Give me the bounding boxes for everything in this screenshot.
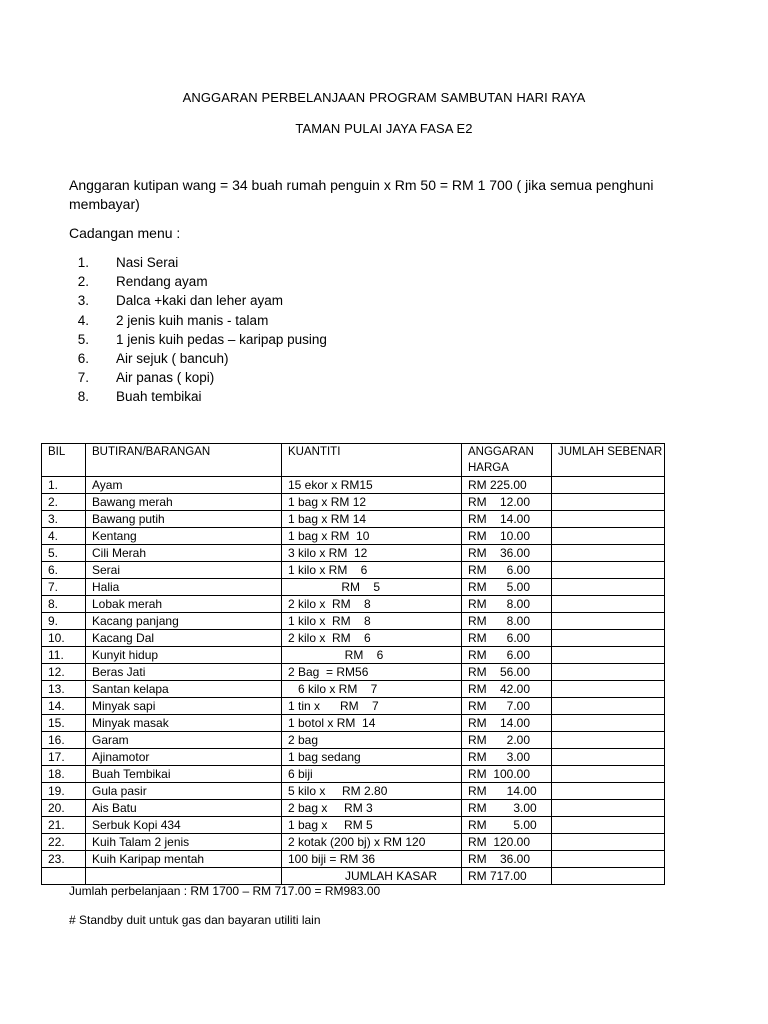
header-quantity: KUANTITI bbox=[282, 444, 462, 477]
row-number-cell: 12. bbox=[42, 664, 86, 681]
table-row bbox=[42, 596, 665, 613]
actual-total-cell bbox=[552, 834, 665, 851]
menu-item-number: 4. bbox=[77, 312, 89, 328]
estimated-price-cell: RM 100.00 bbox=[462, 766, 552, 783]
total-value: RM 717.00 bbox=[462, 868, 552, 885]
actual-total-cell bbox=[552, 579, 665, 596]
estimated-price-cell: RM 5.00 bbox=[462, 817, 552, 834]
item-cell: Cili Merah bbox=[86, 545, 282, 562]
row-number-cell: 1. bbox=[42, 477, 86, 494]
actual-total-cell bbox=[552, 630, 665, 647]
table-row bbox=[42, 545, 665, 562]
row-number-cell: 18. bbox=[42, 766, 86, 783]
estimated-price-cell: RM 12.00 bbox=[462, 494, 552, 511]
menu-item-number: 3. bbox=[77, 293, 89, 309]
header-item: BUTIRAN/BARANGAN bbox=[86, 444, 282, 477]
menu-item-label: Dalca +kaki dan leher ayam bbox=[116, 293, 283, 309]
row-number-cell: 14. bbox=[42, 698, 86, 715]
table-row bbox=[42, 528, 665, 545]
actual-total-cell bbox=[552, 494, 665, 511]
menu-list bbox=[69, 253, 327, 407]
estimated-price-cell: RM 14.00 bbox=[462, 715, 552, 732]
table-row bbox=[42, 783, 665, 800]
estimated-price-cell: RM 2.00 bbox=[462, 732, 552, 749]
row-number-cell: 20. bbox=[42, 800, 86, 817]
estimated-price-cell: RM 10.00 bbox=[462, 528, 552, 545]
estimated-price-cell: RM 5.00 bbox=[462, 579, 552, 596]
actual-total-cell bbox=[552, 647, 665, 664]
quantity-cell: 1 kilo x RM 6 bbox=[282, 562, 462, 579]
estimated-price-cell: RM 6.00 bbox=[462, 562, 552, 579]
quantity-cell: RM 6 bbox=[282, 647, 462, 664]
item-cell: Bawang putih bbox=[86, 511, 282, 528]
estimated-price-cell: RM 3.00 bbox=[462, 800, 552, 817]
row-number-cell: 7. bbox=[42, 579, 86, 596]
item-cell: Kuih Talam 2 jenis bbox=[86, 834, 282, 851]
row-number-cell: 4. bbox=[42, 528, 86, 545]
quantity-cell: 1 bag x RM 12 bbox=[282, 494, 462, 511]
quantity-cell: 2 kilo x RM 6 bbox=[282, 630, 462, 647]
menu-item bbox=[69, 349, 327, 368]
table-row bbox=[42, 834, 665, 851]
actual-total-cell bbox=[552, 698, 665, 715]
row-number-cell: 10. bbox=[42, 630, 86, 647]
item-cell: Kentang bbox=[86, 528, 282, 545]
table-row bbox=[42, 613, 665, 630]
quantity-cell: 3 kilo x RM 12 bbox=[282, 545, 462, 562]
actual-total-cell bbox=[552, 681, 665, 698]
table-row bbox=[42, 664, 665, 681]
menu-item bbox=[69, 387, 327, 406]
quantity-cell: 6 biji bbox=[282, 766, 462, 783]
row-number-cell: 17. bbox=[42, 749, 86, 766]
item-cell: Ayam bbox=[86, 477, 282, 494]
menu-item-label: Buah tembikai bbox=[116, 389, 202, 405]
item-cell: Kuih Karipap mentah bbox=[86, 851, 282, 868]
table-row bbox=[42, 681, 665, 698]
actual-total-cell bbox=[552, 545, 665, 562]
item-cell: Beras Jati bbox=[86, 664, 282, 681]
row-number-cell: 13. bbox=[42, 681, 86, 698]
quantity-cell: 1 bag x RM 10 bbox=[282, 528, 462, 545]
menu-item-label: 2 jenis kuih manis - talam bbox=[116, 312, 269, 328]
total-actual-cell bbox=[552, 868, 665, 885]
row-number-cell: 6. bbox=[42, 562, 86, 579]
table-row bbox=[42, 766, 665, 783]
row-number-cell: 5. bbox=[42, 545, 86, 562]
estimated-price-cell: RM 120.00 bbox=[462, 834, 552, 851]
row-number-cell: 3. bbox=[42, 511, 86, 528]
row-number-cell: 16. bbox=[42, 732, 86, 749]
header-actual-total: JUMLAH SEBENAR bbox=[552, 444, 665, 477]
item-cell: Bawang merah bbox=[86, 494, 282, 511]
quantity-cell: 5 kilo x RM 2.80 bbox=[282, 783, 462, 800]
estimated-price-cell: RM 225.00 bbox=[462, 477, 552, 494]
total-empty-cell bbox=[86, 868, 282, 885]
row-number-cell: 11. bbox=[42, 647, 86, 664]
estimated-price-cell: RM 8.00 bbox=[462, 596, 552, 613]
estimated-price-cell: RM 6.00 bbox=[462, 630, 552, 647]
quantity-cell: 2 Bag = RM56 bbox=[282, 664, 462, 681]
table-row bbox=[42, 647, 665, 664]
item-cell: Kunyit hidup bbox=[86, 647, 282, 664]
menu-item bbox=[69, 272, 327, 291]
actual-total-cell bbox=[552, 511, 665, 528]
item-cell: Buah Tembikai bbox=[86, 766, 282, 783]
actual-total-cell bbox=[552, 749, 665, 766]
quantity-cell: RM 5 bbox=[282, 579, 462, 596]
item-cell: Kacang panjang bbox=[86, 613, 282, 630]
actual-total-cell bbox=[552, 613, 665, 630]
row-number-cell: 21. bbox=[42, 817, 86, 834]
actual-total-cell bbox=[552, 664, 665, 681]
estimated-price-cell: RM 36.00 bbox=[462, 545, 552, 562]
item-cell: Santan kelapa bbox=[86, 681, 282, 698]
item-cell: Kacang Dal bbox=[86, 630, 282, 647]
estimated-price-cell: RM 36.00 bbox=[462, 851, 552, 868]
quantity-cell: 1 botol x RM 14 bbox=[282, 715, 462, 732]
table-row bbox=[42, 562, 665, 579]
actual-total-cell bbox=[552, 732, 665, 749]
table-row bbox=[42, 494, 665, 511]
menu-item-number: 2. bbox=[77, 274, 89, 290]
item-cell: Halia bbox=[86, 579, 282, 596]
quantity-cell: 1 bag x RM 5 bbox=[282, 817, 462, 834]
quantity-cell: 100 biji = RM 36 bbox=[282, 851, 462, 868]
estimated-price-cell: RM 3.00 bbox=[462, 749, 552, 766]
total-label: JUMLAH KASAR bbox=[282, 868, 462, 885]
menu-item bbox=[69, 330, 327, 349]
menu-item bbox=[69, 291, 327, 310]
menu-item bbox=[69, 253, 327, 272]
table-row bbox=[42, 851, 665, 868]
menu-item-label: 1 jenis kuih pedas – karipap pusing bbox=[116, 331, 327, 347]
actual-total-cell bbox=[552, 528, 665, 545]
row-number-cell: 15. bbox=[42, 715, 86, 732]
estimated-price-cell: RM 56.00 bbox=[462, 664, 552, 681]
estimated-price-cell: RM 6.00 bbox=[462, 647, 552, 664]
menu-heading: Cadangan menu : bbox=[69, 225, 181, 241]
quantity-cell: 2 bag x RM 3 bbox=[282, 800, 462, 817]
row-number-cell: 2. bbox=[42, 494, 86, 511]
table-row bbox=[42, 579, 665, 596]
estimated-price-cell: RM 14.00 bbox=[462, 511, 552, 528]
menu-item-number: 7. bbox=[77, 370, 89, 386]
quantity-cell: 2 kilo x RM 8 bbox=[282, 596, 462, 613]
collection-estimate: Anggaran kutipan wang = 34 buah rumah penguin x Rm 50 = RM 1 700 ( jika semua penghuni membayar) bbox=[69, 177, 654, 212]
table-header-row bbox=[42, 444, 665, 477]
menu-item-label: Air sejuk ( bancuh) bbox=[116, 350, 229, 366]
actual-total-cell bbox=[552, 817, 665, 834]
row-number-cell: 8. bbox=[42, 596, 86, 613]
menu-item-number: 6. bbox=[77, 350, 89, 366]
menu-item-number: 8. bbox=[77, 389, 89, 405]
quantity-cell: 6 kilo x RM 7 bbox=[282, 681, 462, 698]
row-number-cell: 23. bbox=[42, 851, 86, 868]
menu-item-label: Rendang ayam bbox=[116, 274, 208, 290]
menu-item-number: 5. bbox=[77, 331, 89, 347]
total-row bbox=[42, 868, 665, 885]
item-cell: Minyak masak bbox=[86, 715, 282, 732]
header-estimated-price: ANGGARAN HARGA bbox=[462, 444, 552, 477]
table-row bbox=[42, 715, 665, 732]
table-row bbox=[42, 749, 665, 766]
quantity-cell: 2 bag bbox=[282, 732, 462, 749]
estimated-price-cell: RM 7.00 bbox=[462, 698, 552, 715]
actual-total-cell bbox=[552, 596, 665, 613]
menu-item bbox=[69, 311, 327, 330]
actual-total-cell bbox=[552, 766, 665, 783]
document-title: ANGGARAN PERBELANJAAN PROGRAM SAMBUTAN HARI RAYA bbox=[182, 90, 586, 105]
actual-total-cell bbox=[552, 562, 665, 579]
quantity-cell: 1 bag x RM 14 bbox=[282, 511, 462, 528]
item-cell: Ajinamotor bbox=[86, 749, 282, 766]
row-number-cell: 22. bbox=[42, 834, 86, 851]
actual-total-cell bbox=[552, 851, 665, 868]
item-cell: Garam bbox=[86, 732, 282, 749]
document-subtitle: TAMAN PULAI JAYA FASA E2 bbox=[295, 121, 473, 136]
quantity-cell: 2 kotak (200 bj) x RM 120 bbox=[282, 834, 462, 851]
expense-table bbox=[41, 443, 665, 885]
menu-item bbox=[69, 368, 327, 387]
standby-note: # Standby duit untuk gas dan bayaran utiliti lain bbox=[69, 913, 321, 927]
menu-item-label: Air panas ( kopi) bbox=[116, 370, 215, 386]
quantity-cell: 1 tin x RM 7 bbox=[282, 698, 462, 715]
table-row bbox=[42, 732, 665, 749]
table-row bbox=[42, 698, 665, 715]
estimated-price-cell: RM 8.00 bbox=[462, 613, 552, 630]
total-empty-cell bbox=[42, 868, 86, 885]
quantity-cell: 15 ekor x RM15 bbox=[282, 477, 462, 494]
table-row bbox=[42, 630, 665, 647]
actual-total-cell bbox=[552, 800, 665, 817]
item-cell: Ais Batu bbox=[86, 800, 282, 817]
quantity-cell: 1 bag sedang bbox=[282, 749, 462, 766]
item-cell: Gula pasir bbox=[86, 783, 282, 800]
table-row bbox=[42, 477, 665, 494]
row-number-cell: 19. bbox=[42, 783, 86, 800]
expense-summary: Jumlah perbelanjaan : RM 1700 – RM 717.00 = RM983.00 bbox=[69, 884, 381, 898]
quantity-cell: 1 kilo x RM 8 bbox=[282, 613, 462, 630]
estimated-price-cell: RM 14.00 bbox=[462, 783, 552, 800]
header-bil: BIL bbox=[42, 444, 86, 477]
actual-total-cell bbox=[552, 715, 665, 732]
estimated-price-cell: RM 42.00 bbox=[462, 681, 552, 698]
item-cell: Serai bbox=[86, 562, 282, 579]
item-cell: Minyak sapi bbox=[86, 698, 282, 715]
row-number-cell: 9. bbox=[42, 613, 86, 630]
item-cell: Serbuk Kopi 434 bbox=[86, 817, 282, 834]
table-row bbox=[42, 511, 665, 528]
menu-item-number: 1. bbox=[77, 255, 89, 270]
actual-total-cell bbox=[552, 477, 665, 494]
actual-total-cell bbox=[552, 783, 665, 800]
table-row bbox=[42, 800, 665, 817]
table-row bbox=[42, 817, 665, 834]
item-cell: Lobak merah bbox=[86, 596, 282, 613]
menu-item-label: Nasi Serai bbox=[116, 255, 179, 270]
